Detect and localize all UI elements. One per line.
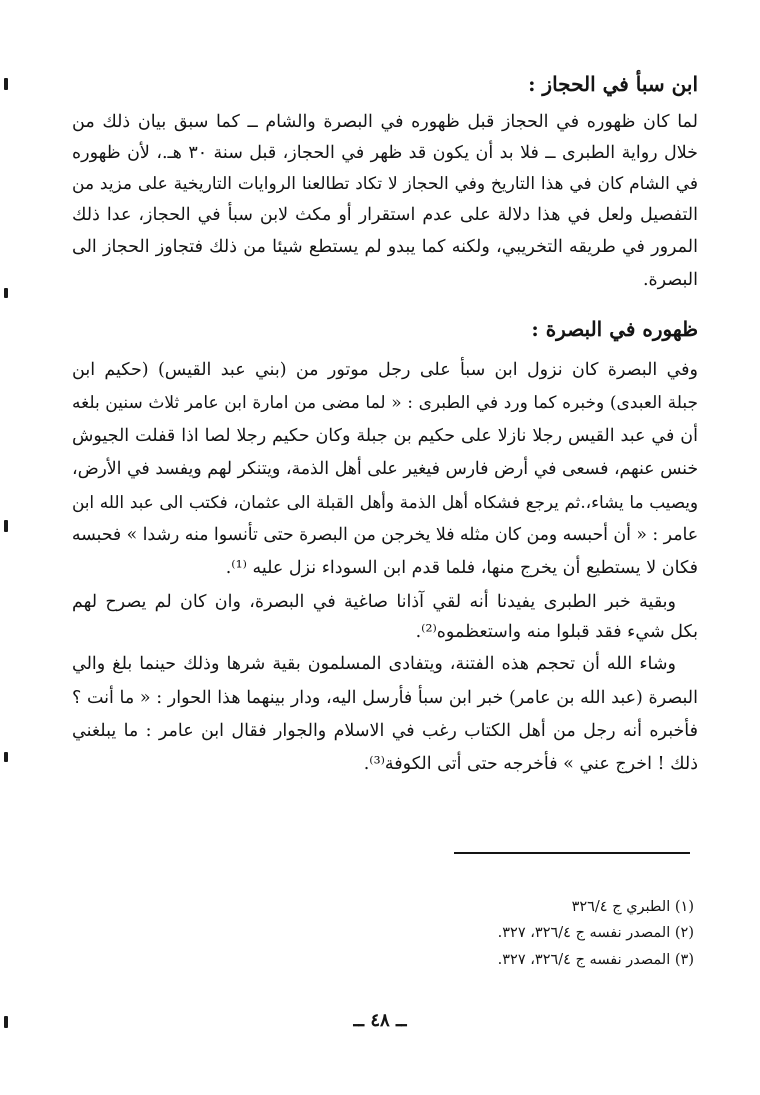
text-line: جبلة العبدى) وخبره كما ورد في الطبرى : « لما مضى من امارة ابن عامر ثلاث سنين بلغه	[72, 393, 698, 413]
scan-mark	[4, 752, 8, 762]
footnote-3: (٣) المصدر نفسه ج ٣٢٦/٤، ٣٢٧.	[497, 952, 694, 968]
section-heading-basra: ظهوره في البصرة :	[531, 317, 698, 341]
page-number: ــ ٤٨ ــ	[353, 1010, 407, 1031]
text-line: البصرة (عبد الله بن عامر) خبر ابن سبأ فأرسل اليه، ودار بينهما هذا الحوار : « ما أنت ؟	[72, 688, 698, 708]
footnote-2: (٢) المصدر نفسه ج ٣٢٦/٤، ٣٢٧.	[497, 925, 694, 941]
text-line: خنس عنهم، فسعى في أرض فارس فيغير على أهل الذمة، ويتنكر لهم ويفسد في الأرض،	[72, 459, 698, 479]
text-line: البصرة.	[642, 270, 698, 290]
footnote-1: (١) الطبري ج ٣٢٦/٤	[571, 899, 694, 915]
scan-mark	[4, 288, 8, 298]
text-line: المرور في طريقه التخريبي، ولكنه كما يبدو لم يستطع شيئا من ذلك فتجاوز الحجاز الى	[72, 237, 698, 257]
text-line: عامر : « أن أحبسه ومن كان مثله فلا يخرجن من البصرة حتى تأنسوا منه رشدا » فحبسه	[72, 525, 698, 545]
text-line: بكل شيء فقد قبلوا منه واستعظموه⁽²⁾.	[415, 622, 698, 642]
text-line: في الشام كان في هذا التاريخ وفي الحجاز لا تكاد تطالعنا الروايات التاريخية على مزيد من	[72, 174, 698, 194]
footnote-separator	[454, 852, 690, 854]
text-line: التفصيل ولعل في هذا دلالة على عدم استقرار أو مكث لابن سبأ في الحجاز، عدا ذلك	[72, 205, 698, 225]
text-line: وفي البصرة كان نزول ابن سبأ على رجل موتور من (بني عبد القيس) (حكيم ابن	[72, 360, 698, 380]
text-line: وشاء الله أن تحجم هذه الفتنة، ويتفادى المسلمون بقية شرها وذلك حينما بلغ والي	[72, 654, 676, 674]
scan-mark	[4, 520, 8, 532]
scan-mark	[4, 78, 8, 90]
section-heading-hijaz: ابن سبأ في الحجاز :	[528, 72, 698, 96]
text-line: ذلك ! اخرج عني » فأخرجه حتى أتى الكوفة⁽³⁾.	[363, 754, 698, 774]
text-line: لما كان ظهوره في الحجاز قبل ظهوره في البصرة والشام ــ كما سبق بيان ذلك من	[72, 112, 698, 132]
text-line: فأخبره أنه رجل من أهل الكتاب رغب في الاسلام والجوار فقال ابن عامر : ما يبلغني	[72, 721, 698, 741]
text-line: فكان لا يستطيع أن يخرج منها، فلما قدم ابن السوداء نزل عليه ⁽¹⁾.	[225, 558, 698, 578]
text-line: أن في عبد القيس رجلا نازلا على حكيم بن جبلة وكان حكيم رجلا لصا اذا قفلت الجيوش	[72, 426, 698, 446]
text-line: وبقية خبر الطبرى يفيدنا أنه لقي آذانا صاغية في البصرة، وان كان لم يصرح لهم	[72, 592, 676, 612]
text-line: خلال رواية الطبرى ــ فلا بد أن يكون قد ظهر في الحجاز، قبل سنة ٣٠ هـ.، لأن ظهوره	[72, 143, 698, 163]
text-line: ويصيب ما يشاء،.ثم يرجع فشكاه أهل الذمة وأهل القبلة الى عثمان، فكتب الى عبد الله ابن	[72, 492, 698, 512]
